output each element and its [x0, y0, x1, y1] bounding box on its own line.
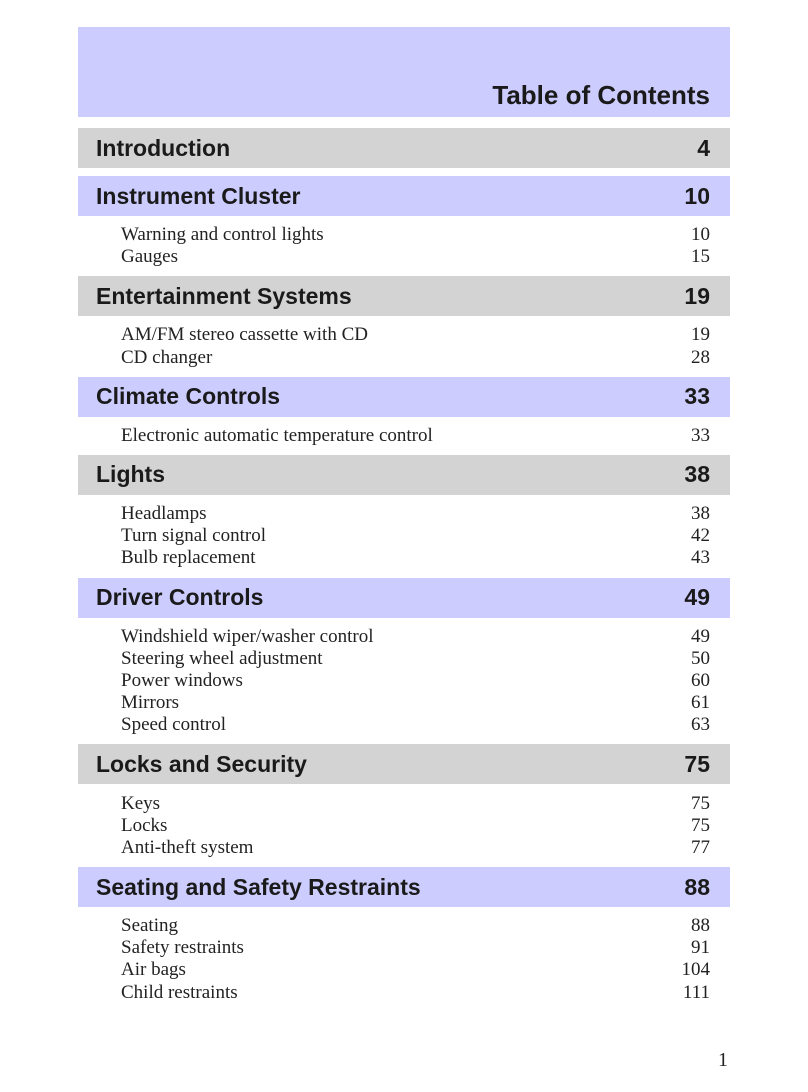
- section-heading[interactable]: [78, 276, 730, 316]
- toc-entry[interactable]: [78, 503, 730, 525]
- entry-label: AM/FM stereo cassette with CD: [121, 324, 368, 346]
- entry-page-number: 111: [682, 981, 710, 1003]
- entry-page-number: 75: [691, 814, 710, 836]
- entry-label: Headlamps: [121, 503, 207, 525]
- entry-page-number: 75: [691, 792, 710, 814]
- section-heading[interactable]: [78, 744, 730, 784]
- section-entries: [78, 907, 730, 1012]
- toc-entry[interactable]: [78, 425, 730, 447]
- toc-entry[interactable]: [78, 324, 730, 346]
- section-entries: [78, 316, 730, 376]
- toc-section: [78, 867, 730, 1012]
- section-entries: [78, 784, 730, 867]
- entry-label: Electronic automatic temperature control: [121, 424, 433, 446]
- entry-label: Windshield wiper/washer control: [121, 625, 374, 647]
- entry-page-number: 38: [691, 503, 710, 525]
- toc-entry[interactable]: [78, 626, 730, 648]
- entry-label: Warning and control lights: [121, 224, 324, 246]
- entry-label: CD changer: [121, 346, 213, 368]
- entry-label: Steering wheel adjustment: [121, 647, 323, 669]
- toc-section: [78, 744, 730, 867]
- entry-label: Locks: [121, 814, 168, 836]
- entry-label: Power windows: [121, 669, 243, 691]
- toc-entry[interactable]: [78, 837, 730, 859]
- entry-page-number: 19: [691, 324, 710, 346]
- section-page-number: 4: [697, 134, 710, 161]
- toc-entry[interactable]: [78, 915, 730, 937]
- page-title: Table of Contents: [492, 80, 710, 110]
- section-heading[interactable]: [78, 377, 730, 417]
- entry-page-number: 49: [691, 625, 710, 647]
- toc-entry[interactable]: [78, 982, 730, 1004]
- toc-entry[interactable]: [78, 547, 730, 569]
- entry-label: Mirrors: [121, 692, 180, 714]
- toc-entry[interactable]: [78, 959, 730, 981]
- toc-entry[interactable]: [78, 714, 730, 736]
- section-title: Entertainment Systems: [96, 282, 352, 309]
- entry-label: Speed control: [121, 714, 227, 736]
- section-heading[interactable]: [78, 867, 730, 907]
- section-page-number: 10: [684, 182, 710, 209]
- section-title: Locks and Security: [96, 750, 307, 777]
- section-title: Lights: [96, 461, 165, 488]
- toc-entry[interactable]: [78, 692, 730, 714]
- section-page-number: 38: [684, 461, 710, 488]
- entry-label: Seating: [121, 915, 178, 937]
- entry-page-number: 60: [691, 669, 710, 691]
- toc-entry[interactable]: [78, 246, 730, 268]
- entry-label: Gauges: [121, 246, 178, 268]
- page-number: 1: [718, 1049, 728, 1071]
- entry-label: Safety restraints: [121, 937, 244, 959]
- entry-label: Anti-theft system: [121, 836, 254, 858]
- section-page-number: 75: [684, 750, 710, 777]
- toc-entry[interactable]: [78, 525, 730, 547]
- toc-entry[interactable]: [78, 347, 730, 369]
- entry-page-number: 33: [691, 424, 710, 446]
- section-heading[interactable]: [78, 176, 730, 216]
- section-title: Driver Controls: [96, 584, 264, 610]
- section-entries: [78, 495, 730, 578]
- toc-section: [78, 455, 730, 578]
- entry-page-number: 63: [691, 714, 710, 736]
- toc-entry[interactable]: [78, 792, 730, 814]
- title-banner: [78, 27, 730, 117]
- entry-page-number: 104: [681, 959, 710, 981]
- toc-section: [78, 176, 730, 276]
- toc-entry[interactable]: [78, 937, 730, 959]
- entry-page-number: 50: [691, 647, 710, 669]
- entry-page-number: 42: [691, 525, 710, 547]
- section-entries: [78, 417, 730, 455]
- section-heading[interactable]: [78, 578, 730, 618]
- toc-entry[interactable]: [78, 648, 730, 670]
- toc-entry[interactable]: [78, 224, 730, 246]
- entry-label: Air bags: [121, 959, 186, 981]
- entry-page-number: 15: [691, 246, 710, 268]
- entry-label: Keys: [121, 792, 161, 814]
- entry-page-number: 88: [691, 915, 710, 937]
- section-entries: [78, 618, 730, 745]
- toc-entry[interactable]: [78, 670, 730, 692]
- entry-page-number: 61: [691, 692, 710, 714]
- section-title: Introduction: [96, 134, 231, 161]
- toc-section: [78, 276, 730, 376]
- entry-page-number: 28: [691, 346, 710, 368]
- entry-page-number: 91: [691, 937, 710, 959]
- entry-page-number: 10: [691, 224, 710, 246]
- section-page-number: 19: [684, 282, 710, 309]
- section-heading[interactable]: [78, 128, 730, 168]
- entry-label: Child restraints: [121, 981, 238, 1003]
- section-title: Instrument Cluster: [96, 182, 301, 209]
- toc-section: [78, 377, 730, 455]
- section-spacer: [78, 168, 730, 176]
- section-page-number: 49: [684, 584, 710, 610]
- section-entries: [78, 216, 730, 276]
- entry-label: Turn signal control: [121, 525, 266, 547]
- toc-entry[interactable]: [78, 815, 730, 837]
- table-of-contents: [78, 128, 730, 1012]
- section-heading[interactable]: [78, 455, 730, 495]
- entry-page-number: 77: [691, 836, 710, 858]
- entry-label: Bulb replacement: [121, 547, 256, 569]
- section-page-number: 33: [684, 383, 710, 410]
- section-title: Seating and Safety Restraints: [96, 873, 421, 900]
- toc-section: [78, 578, 730, 745]
- section-title: Climate Controls: [96, 383, 281, 410]
- toc-section: [78, 128, 730, 176]
- section-page-number: 88: [684, 873, 710, 900]
- entry-page-number: 43: [691, 547, 710, 569]
